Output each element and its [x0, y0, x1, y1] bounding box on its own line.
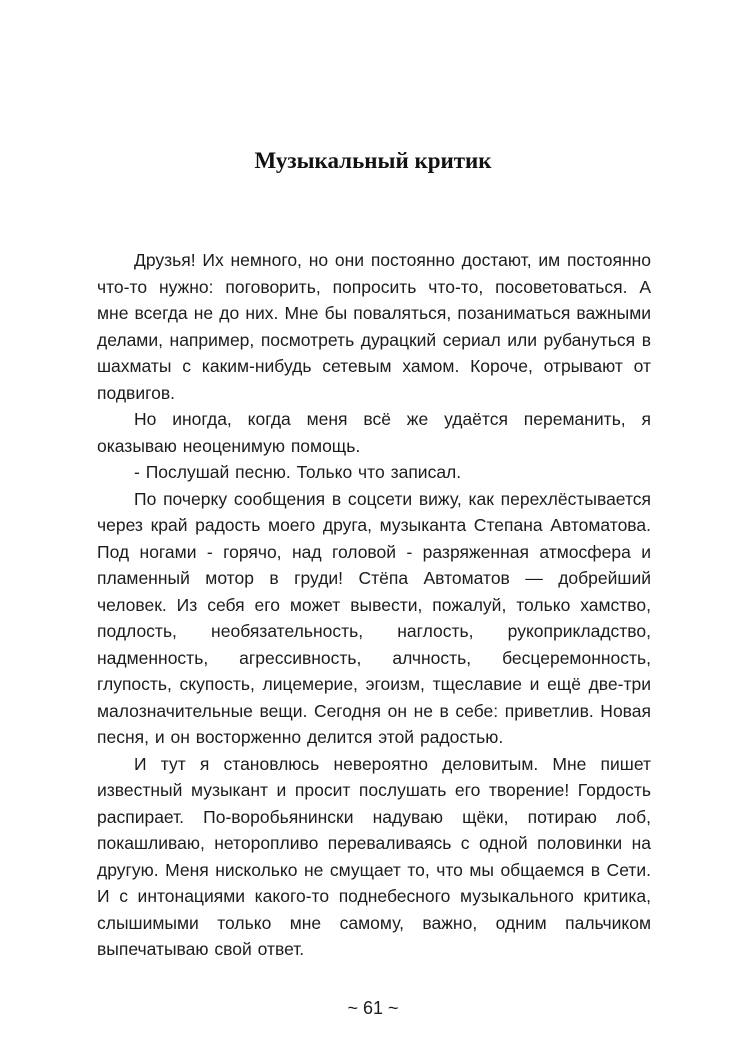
paragraph: Друзья! Их немного, но они постоянно достают, им постоянно что-то нужно: поговорить, попросить что-то, посоветоваться. А мне всегда не до них. Мне бы поваляться, позаниматься важными делами, например, посмотреть дурацкий сериал или рубануться в шахматы с каким-нибудь сетевым хамом. Короче, отрывают от подвигов. [97, 250, 651, 403]
paragraph: И тут я становлюсь невероятно деловитым. Мне пишет известный музыкант и просит послушать его творение! Гордость распирает. По-воробьянински надуваю щёки, потираю лоб, покашливаю, неторопливо переваливаясь с одной половинки на другую. Меня нисколько не смущает то, что мы общаемся в Сети. И с интонациями какого-то поднебесного музыкального критика, слышимыми только мне самому, важно, одним пальчиком выпечатываю свой ответ. [97, 753, 651, 959]
body-text [97, 247, 651, 963]
paragraph: По почерку сообщения в соцсети вижу, как перехлёстывается через край радость моего друга, музыканта Степана Автоматова. Под ногами - горячо, над головой - разряженная атмосфера и пламенный мотор в груди! Стёпа Автоматов — добрейший человек. Из себя его может вывести, пожалуй, только хамство, подлость, необязательность, наглость, рукоприкладство, надменность, агрессивность, алчность, бесцеремонность, глупость, скупость, лицемерие, эгоизм, тщеславие и ещё две-три малозначительные вещи. Сегодня он не в себе: приветлив. Новая песня, и он восторженно делится этой радостью. [97, 488, 651, 747]
paragraph: Но иногда, когда меня всё же удаётся переманить, я оказываю неоценимую помощь. [97, 409, 651, 456]
page-title: Музыкальный критик [254, 148, 492, 173]
paragraph: - Послушай песню. Только что записал. [134, 462, 462, 482]
page-number: ~ 61 ~ [347, 998, 399, 1018]
